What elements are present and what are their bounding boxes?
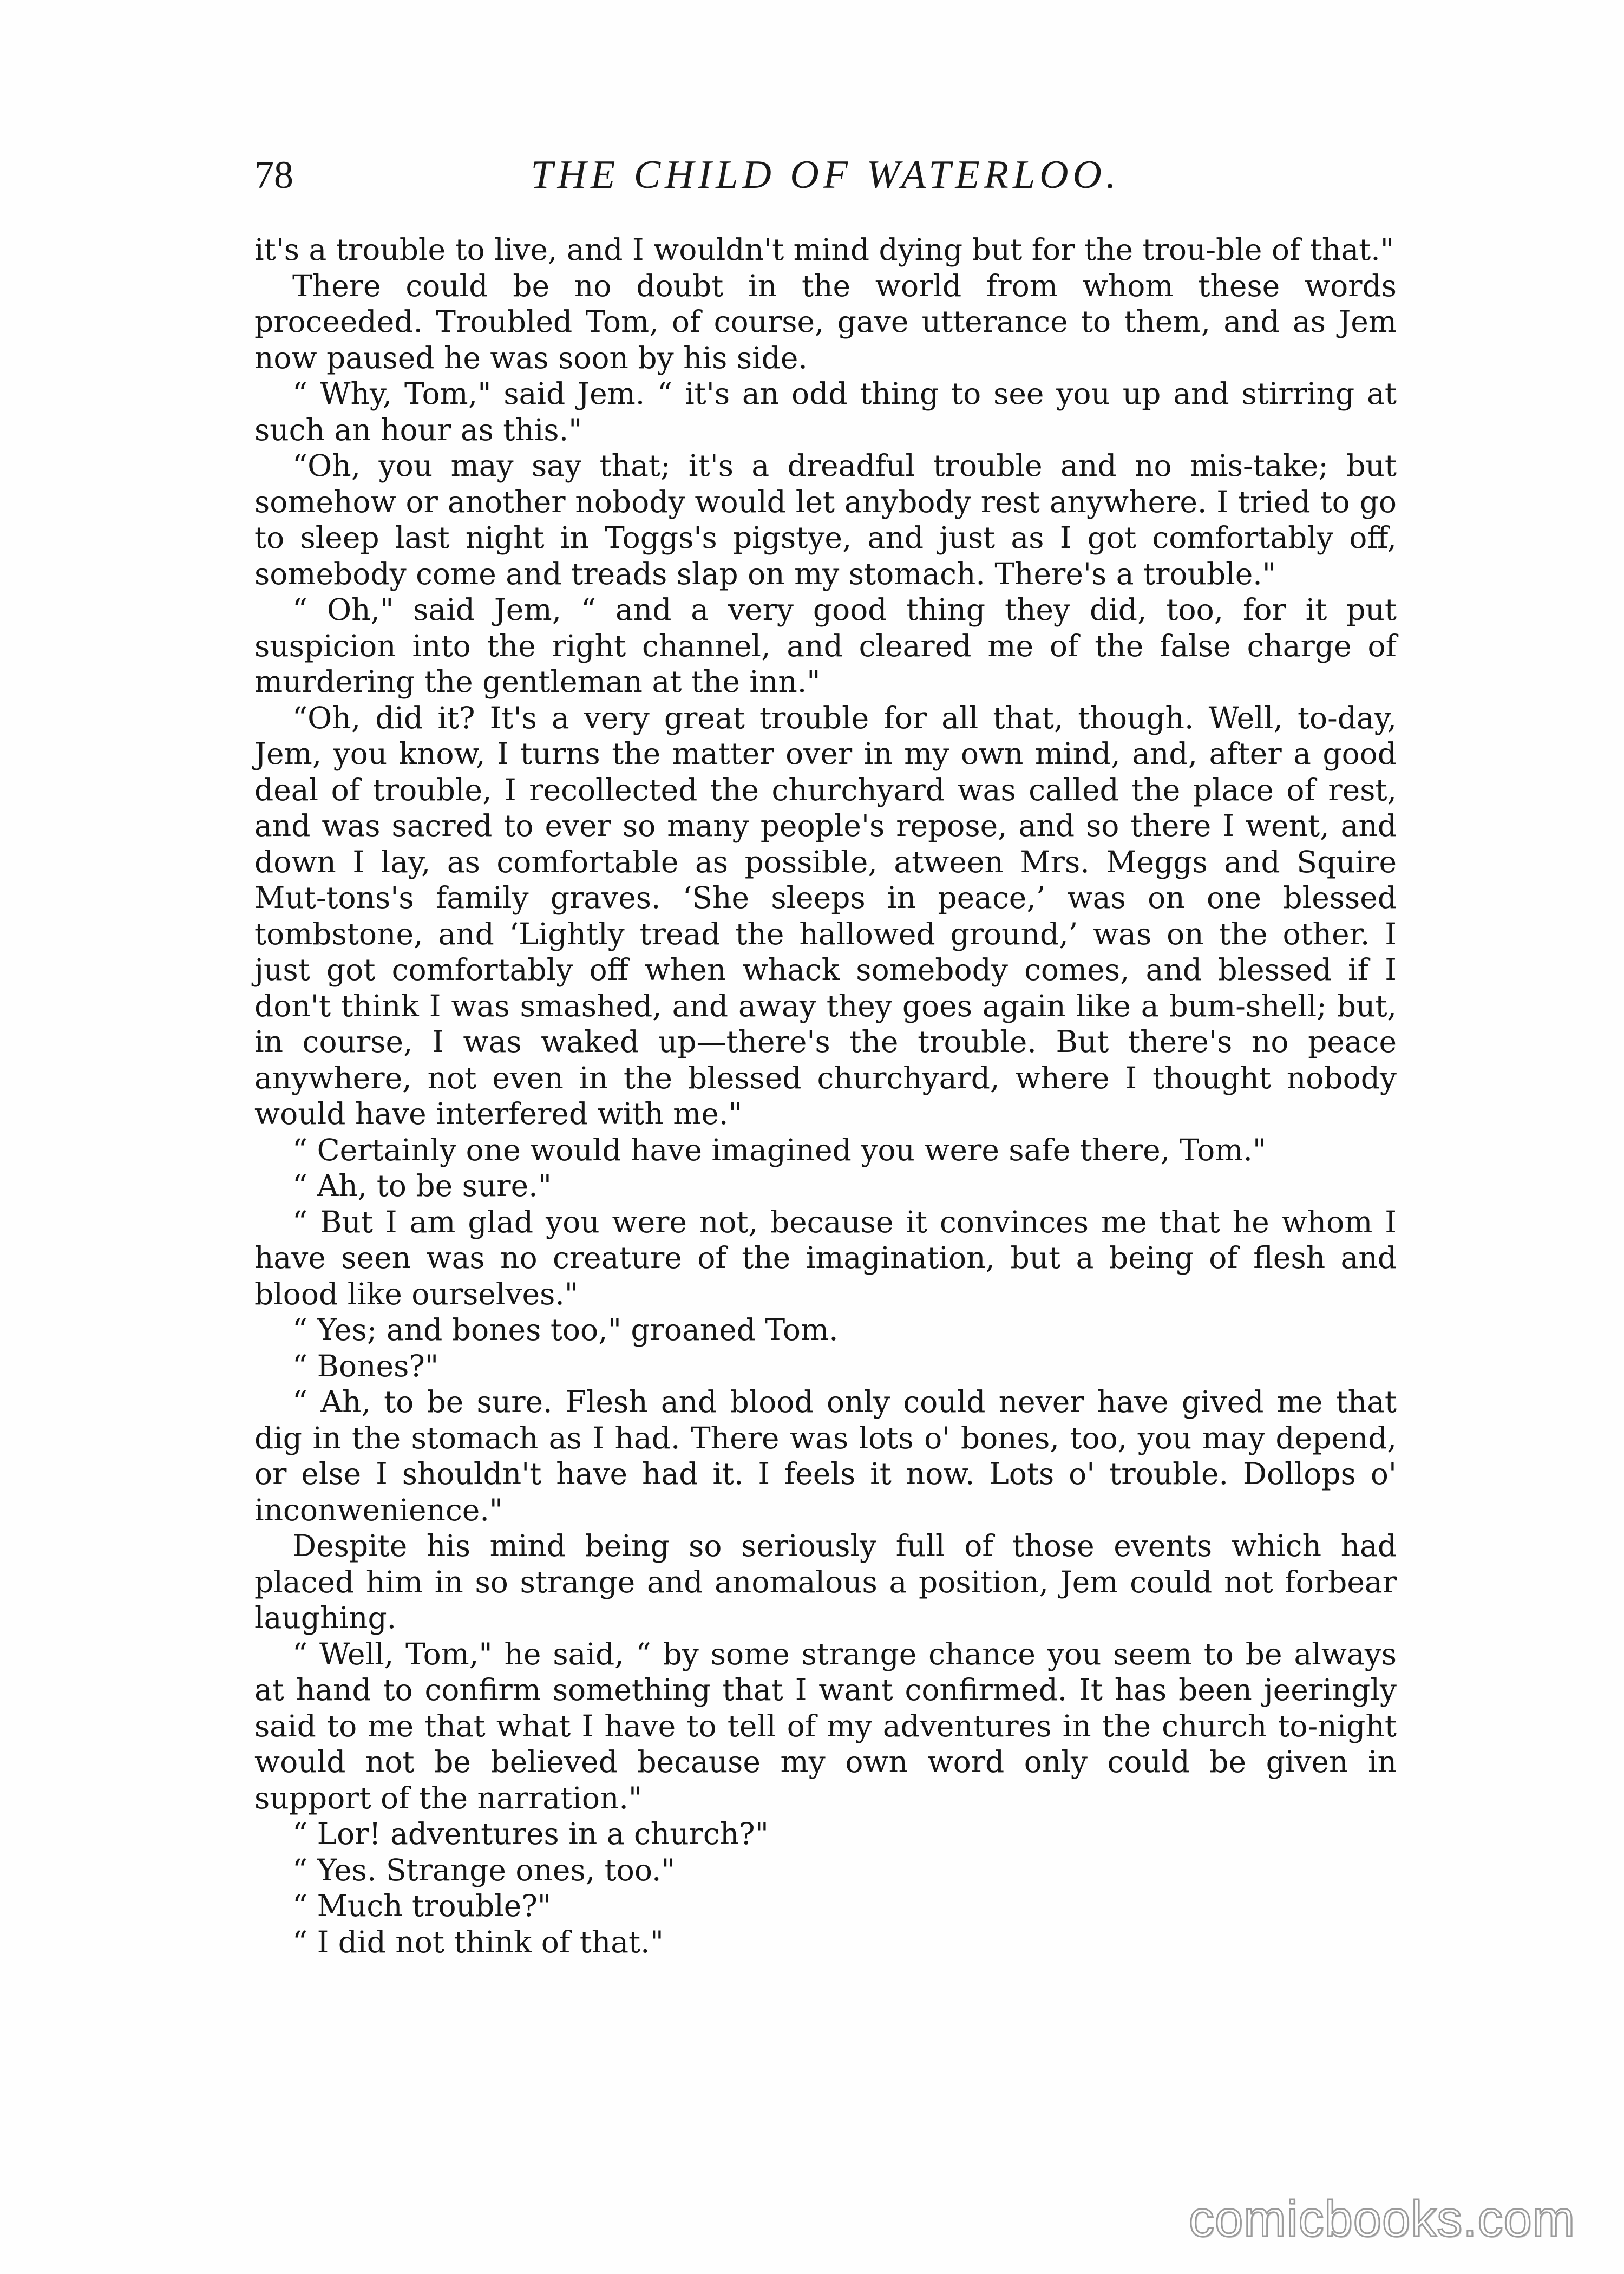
paragraph: “ Certainly one would have imagined you were safe there, Tom.": [292, 1132, 1267, 1167]
paragraph: “Oh, did it? It's a very great trouble for all that, though. Well, to-day, Jem, you know, I turns the matter over in my own mind, and, after a good deal of trouble, I recollected the churchyard was called the place of rest, and was sacred to ever so many people's repose, and so there I went, and down I lay, as comfortable as possible, atween Mrs. Meggs and Squire Mut-tons's family graves. ‘She sleeps in peace,’ was on one blessed tombstone, and ‘Lightly tread the hallowed ground,’ was on the other. I just got comfortably off when whack somebody comes, and blessed if I don't think I was smashed, and away they goes again like a bum-shell; but, in course, I was waked up—there's the trouble. But there's no peace anywhere, not even in the blessed churchyard, where I thought nobody would have interfered with me.": [254, 700, 1397, 1131]
paragraph: “ Oh," said Jem, “ and a very good thing they did, too, for it put suspicion into the right channel, and cleared me of the false charge of murdering the gentleman at the inn.": [254, 592, 1397, 699]
paragraph: “Oh, you may say that; it's a dreadful trouble and no mis-take; but somehow or another nobody would let anybody rest anywhere. I tried to go to sleep last night in Toggs's pigstye, and just as I got comfortably off, somebody come and treads slap on my stomach. There's a trouble.": [254, 448, 1397, 591]
paragraph: “ Much trouble?": [292, 1889, 552, 1923]
paragraph: it's a trouble to live, and I wouldn't mind dying but for the trou-ble of that.": [254, 232, 1394, 267]
body-text: [254, 232, 1397, 1960]
watermark-text: comicbooks.com: [1189, 2190, 1575, 2247]
paragraph: “ I did not think of that.": [292, 1924, 664, 1959]
paragraph: “ Well, Tom," he said, “ by some strange chance you seem to be always at hand to confirm something that I want confirmed. It has been jeeringly said to me that what I have to tell of my adventures in the church to-night would not be believed because my own word only could be given in support of the narration.": [254, 1636, 1397, 1815]
paragraph: “ Yes. Strange ones, too.": [292, 1852, 675, 1887]
paragraph: “ Ah, to be sure.": [292, 1168, 552, 1203]
paragraph: There could be no doubt in the world from whom these words proceeded. Troubled Tom, of course, gave utterance to them, and as Jem now paused he was soon by his side.: [254, 268, 1397, 375]
paragraph: “ Yes; and bones too," groaned Tom.: [292, 1312, 839, 1347]
paragraph: “ Why, Tom," said Jem. “ it's an odd thing to see you up and stirring at such an hour as this.": [254, 376, 1397, 447]
paragraph: Despite his mind being so seriously full of those events which had placed him in so strange and anomalous a position, Jem could not forbear laughing.: [254, 1528, 1397, 1635]
book-title: THE CHILD OF WATERLOO.: [531, 153, 1121, 197]
running-head: [254, 145, 1397, 205]
paragraph: “ But I am glad you were not, because it convinces me that he whom I have seen was no creature of the imagination, but a being of flesh and blood like ourselves.": [254, 1204, 1397, 1311]
page-number: 78: [254, 153, 293, 197]
paragraph: “ Ah, to be sure. Flesh and blood only could never have gived me that dig in the stomach as I had. There was lots o' bones, too, you may depend, or else I shouldn't have had it. I feels it now. Lots o' trouble. Dollops o' inconwenience.": [254, 1384, 1397, 1527]
paragraph: “ Bones?": [292, 1348, 439, 1383]
paragraph: “ Lor! adventures in a church?": [292, 1816, 769, 1851]
